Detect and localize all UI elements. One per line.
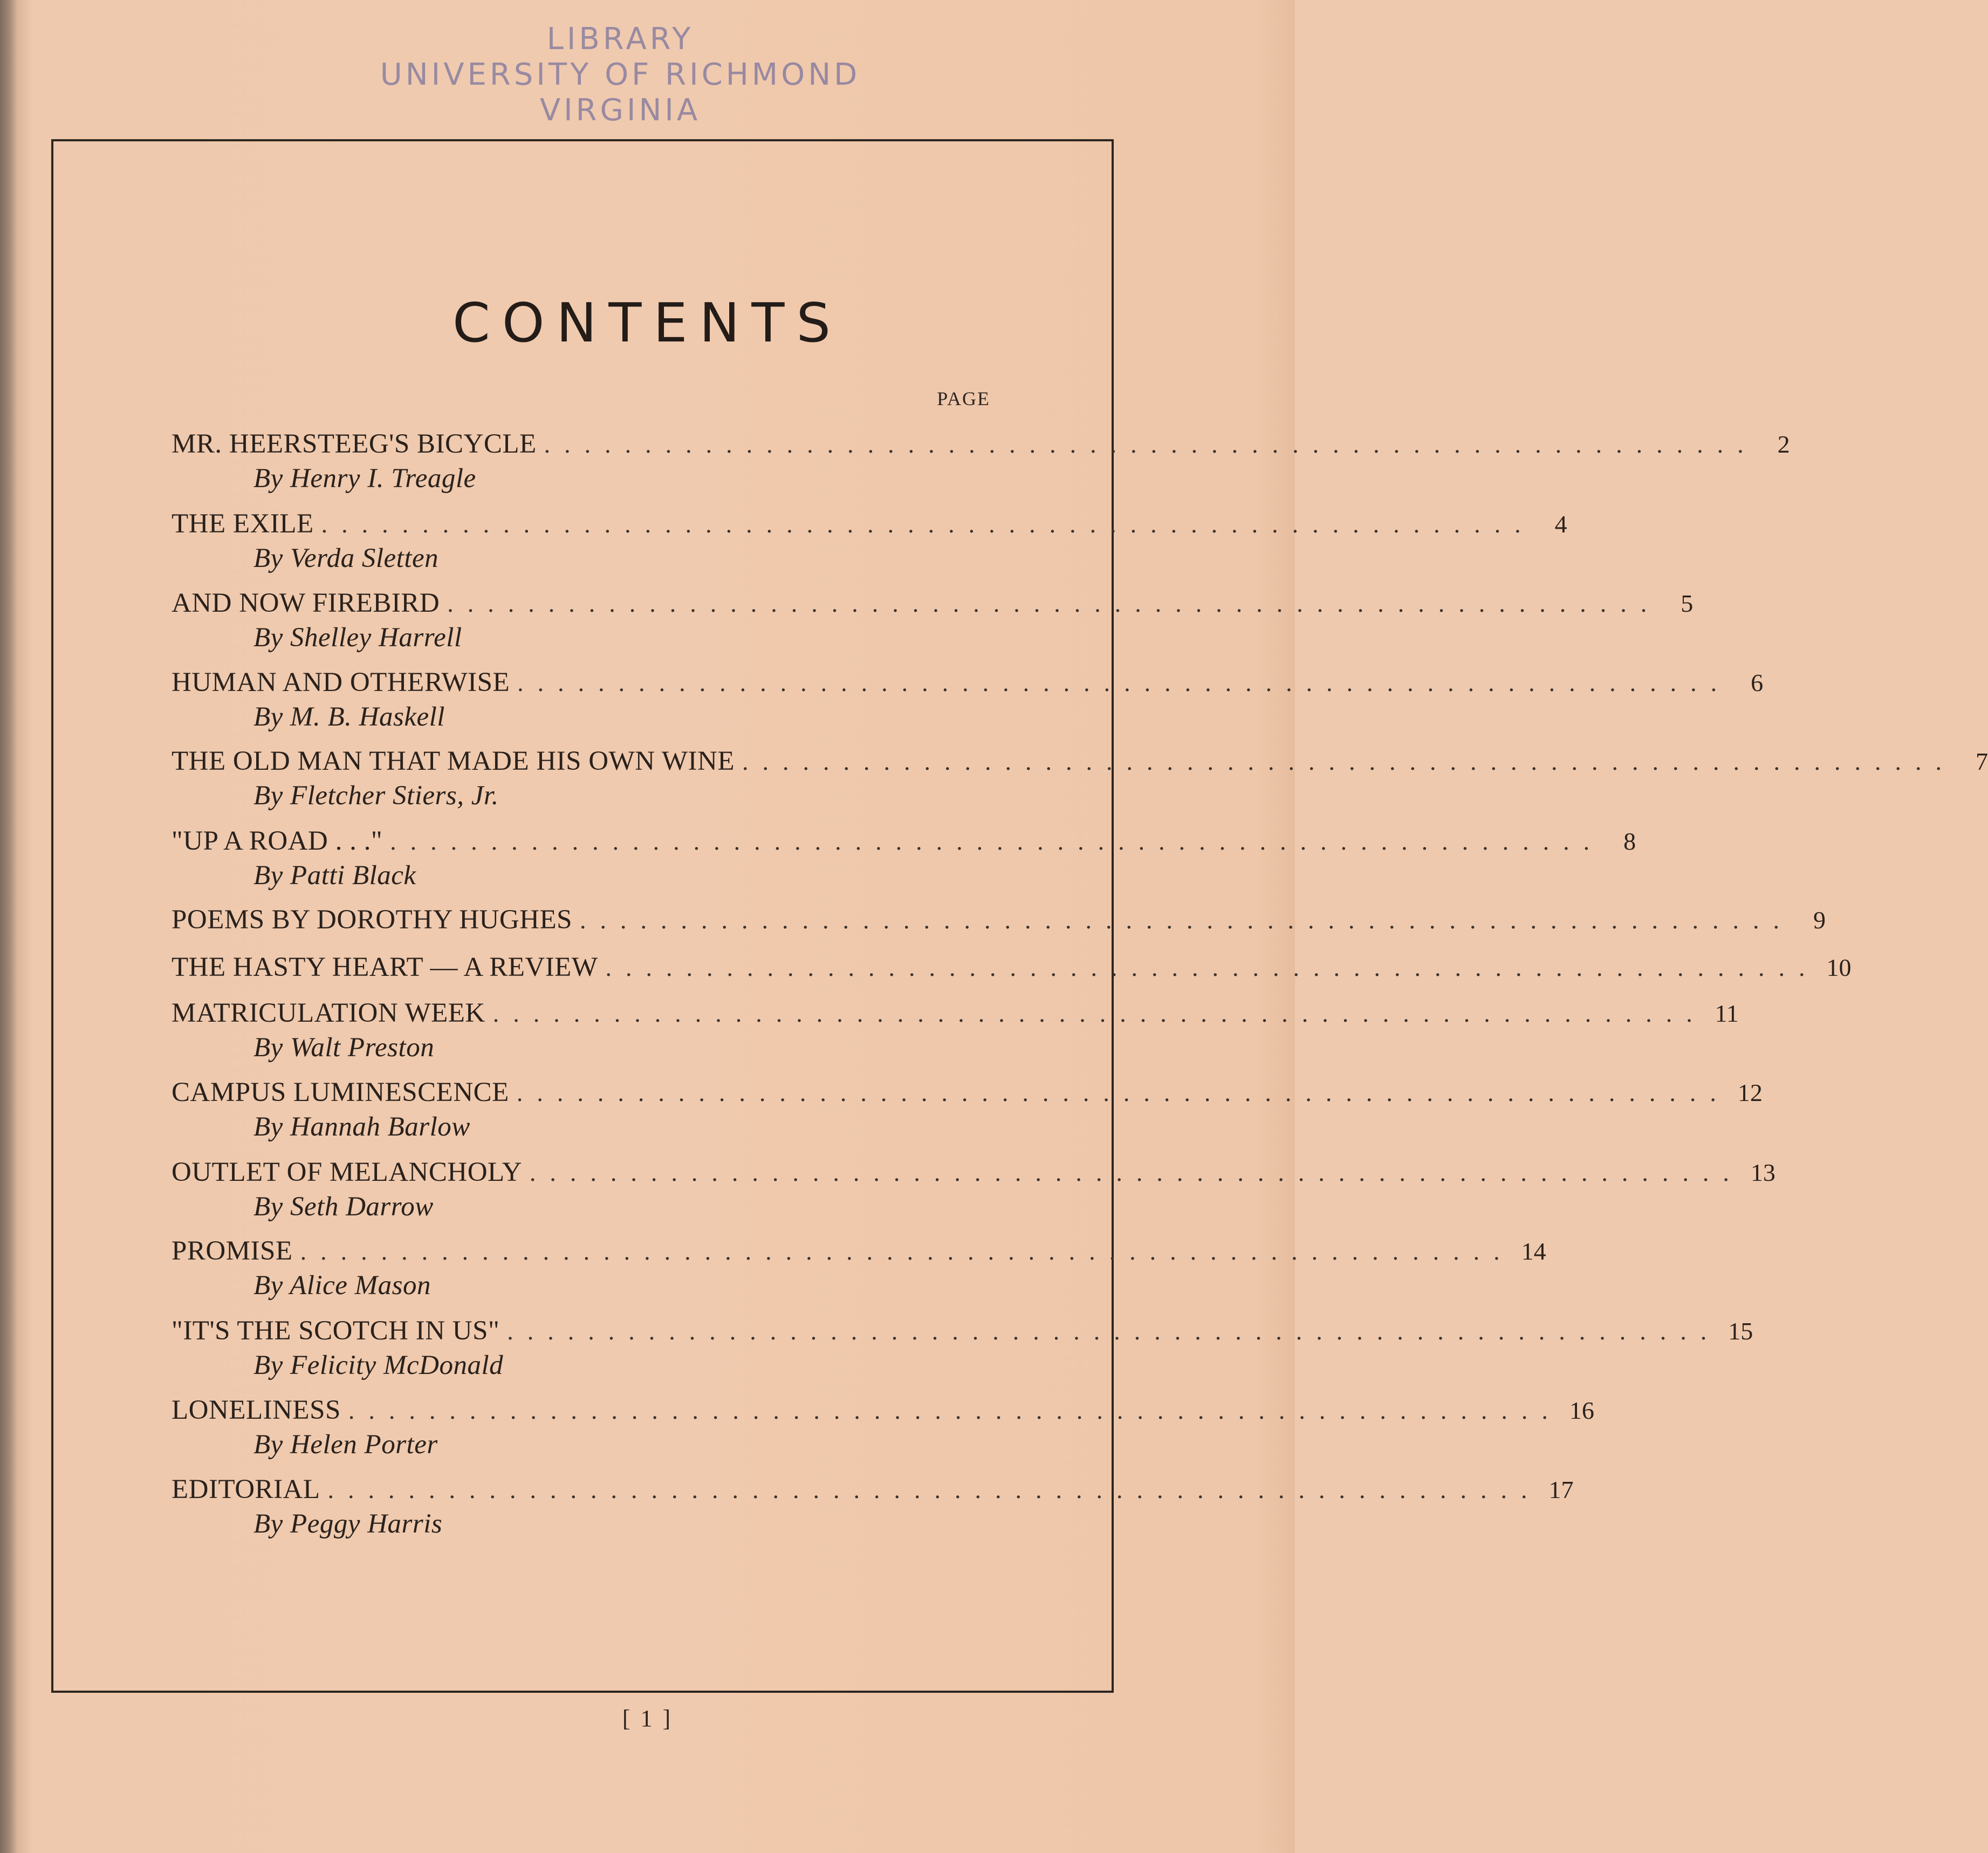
toc-entry-author: By Felicity McDonald <box>253 1350 504 1380</box>
toc-entry-author: By Helen Porter <box>253 1430 438 1460</box>
toc-entry-title: THE OLD MAN THAT MADE HIS OWN WINE <box>172 746 735 776</box>
dot-leader: ............................................................ <box>742 748 1956 775</box>
toc-entry <box>172 746 1988 811</box>
toc-entry-author: By Verda Sletten <box>253 543 439 573</box>
dot-leader: ............................................................ <box>517 669 1731 696</box>
toc-entry-page: 6 <box>1751 669 1764 696</box>
toc-entry-title: "IT'S THE SCOTCH IN US" <box>172 1316 500 1346</box>
toc-entry-title: POEMS BY DOROTHY HUGHES <box>172 905 573 935</box>
stamp-line-university: UNIVERSITY OF RICHMOND <box>380 57 861 92</box>
toc-entry-title: MATRICULATION WEEK <box>172 998 485 1028</box>
toc-entry <box>172 1235 1546 1301</box>
dot-leader: ............................................................ <box>327 1476 1541 1503</box>
toc-entry <box>172 1157 1776 1222</box>
toc-entry-author: By Alice Mason <box>253 1270 431 1301</box>
toc-entry-page: 4 <box>1554 510 1567 538</box>
toc-entry <box>172 1474 1574 1540</box>
dot-leader: ............................................................ <box>321 510 1535 538</box>
library-stamp <box>378 22 863 128</box>
toc-entry-line <box>172 825 1636 861</box>
toc-entry-author: By Patti Black <box>253 860 416 891</box>
toc-entry-line <box>172 508 1567 544</box>
toc-entry-page: 11 <box>1715 1000 1739 1027</box>
page-folio: [ 1 ] <box>622 1705 673 1732</box>
toc-entry-title: "UP A ROAD . . ." <box>172 826 383 856</box>
toc-entry-title: MR. HEERSTEEG'S BICYCLE <box>172 429 537 459</box>
dot-leader: ............................................................ <box>529 1159 1743 1186</box>
dot-leader: ............................................................ <box>300 1237 1514 1265</box>
toc-entry-page: 14 <box>1521 1237 1546 1265</box>
toc-entry-author: By Fletcher Stiers, Jr. <box>253 781 499 811</box>
dot-leader: ............................................................ <box>580 906 1794 934</box>
stamp-line-library: LIBRARY <box>546 22 694 57</box>
toc-entry-title: THE HASTY HEART — A REVIEW <box>172 952 598 982</box>
toc-entry-line <box>172 587 1694 623</box>
toc-entry-line <box>172 1315 1753 1351</box>
toc-entry-page: 12 <box>1737 1079 1763 1106</box>
toc-entry <box>172 1394 1594 1460</box>
toc-entry-page: 8 <box>1623 828 1636 855</box>
toc-entry-title: HUMAN AND OTHERWISE <box>172 667 510 698</box>
toc-entry-line <box>172 1157 1776 1192</box>
toc-entry <box>172 825 1636 891</box>
toc-entry <box>172 904 1826 940</box>
toc-entry-title: EDITORIAL <box>172 1474 320 1505</box>
toc-entry-line <box>172 1474 1574 1509</box>
toc-entry-page: 7 <box>1976 748 1988 775</box>
toc-entry <box>172 1315 1753 1381</box>
page-column-heading: PAGE <box>937 388 990 409</box>
toc-entry <box>172 508 1567 574</box>
toc-entry-page: 17 <box>1548 1476 1574 1503</box>
dot-leader: ............................................................ <box>447 590 1661 617</box>
toc-entry-title: THE EXILE <box>172 509 314 539</box>
toc-entry-title: LONELINESS <box>172 1395 341 1425</box>
toc-entry-author: By Peggy Harris <box>253 1509 443 1539</box>
dot-leader: ............................................................ <box>507 1317 1721 1345</box>
toc-entry-title: PROMISE <box>172 1236 293 1266</box>
dot-leader: ............................................................ <box>605 954 1819 981</box>
toc-entry <box>172 587 1694 653</box>
toc-entry-page: 9 <box>1813 906 1826 934</box>
toc-entry-page: 13 <box>1750 1159 1776 1186</box>
toc-entry-author: By Walt Preston <box>253 1033 435 1063</box>
toc-entry-page: 5 <box>1681 590 1694 617</box>
toc-entry-line <box>172 1235 1546 1271</box>
toc-entry-page: 16 <box>1569 1397 1594 1424</box>
toc-entry-author: By Henry I. Treagle <box>253 463 476 494</box>
toc-entry-line <box>172 904 1826 940</box>
toc-entry-title: AND NOW FIREBIRD <box>172 588 440 618</box>
page-title: CONTENTS <box>453 291 842 354</box>
toc-entry-author: By Seth Darrow <box>253 1192 434 1222</box>
dot-leader: ............................................................ <box>348 1397 1562 1424</box>
toc-entry-line <box>172 1077 1763 1112</box>
toc-entry <box>172 1077 1763 1143</box>
toc-entry-page: 10 <box>1826 954 1852 981</box>
toc-entry-title: CAMPUS LUMINESCENCE <box>172 1077 509 1107</box>
toc-entry-line <box>172 997 1739 1033</box>
toc-entry-page: 15 <box>1728 1317 1753 1345</box>
toc-entry-title: OUTLET OF MELANCHOLY <box>172 1157 522 1187</box>
toc-entry-line <box>172 1394 1594 1430</box>
toc-entry <box>172 428 1790 494</box>
toc-entry <box>172 667 1764 733</box>
toc-entry-author: By M. B. Haskell <box>253 702 445 732</box>
toc-entry-author: By Hannah Barlow <box>253 1112 470 1142</box>
dot-leader: ............................................................ <box>516 1079 1730 1106</box>
toc-entry <box>172 997 1739 1063</box>
toc-entry-page: 2 <box>1777 430 1790 458</box>
toc-entry-line <box>172 746 1988 781</box>
toc-entry-line <box>172 952 1852 987</box>
stamp-line-state: VIRGINIA <box>539 93 701 128</box>
toc-entry-line <box>172 667 1764 702</box>
toc-entry-line <box>172 428 1790 464</box>
toc-entry-author: By Shelley Harrell <box>253 623 462 653</box>
toc-entry <box>172 952 1852 987</box>
dot-leader: ............................................................ <box>390 828 1604 855</box>
dot-leader: ............................................................ <box>544 430 1758 458</box>
dot-leader: ............................................................ <box>492 1000 1706 1027</box>
